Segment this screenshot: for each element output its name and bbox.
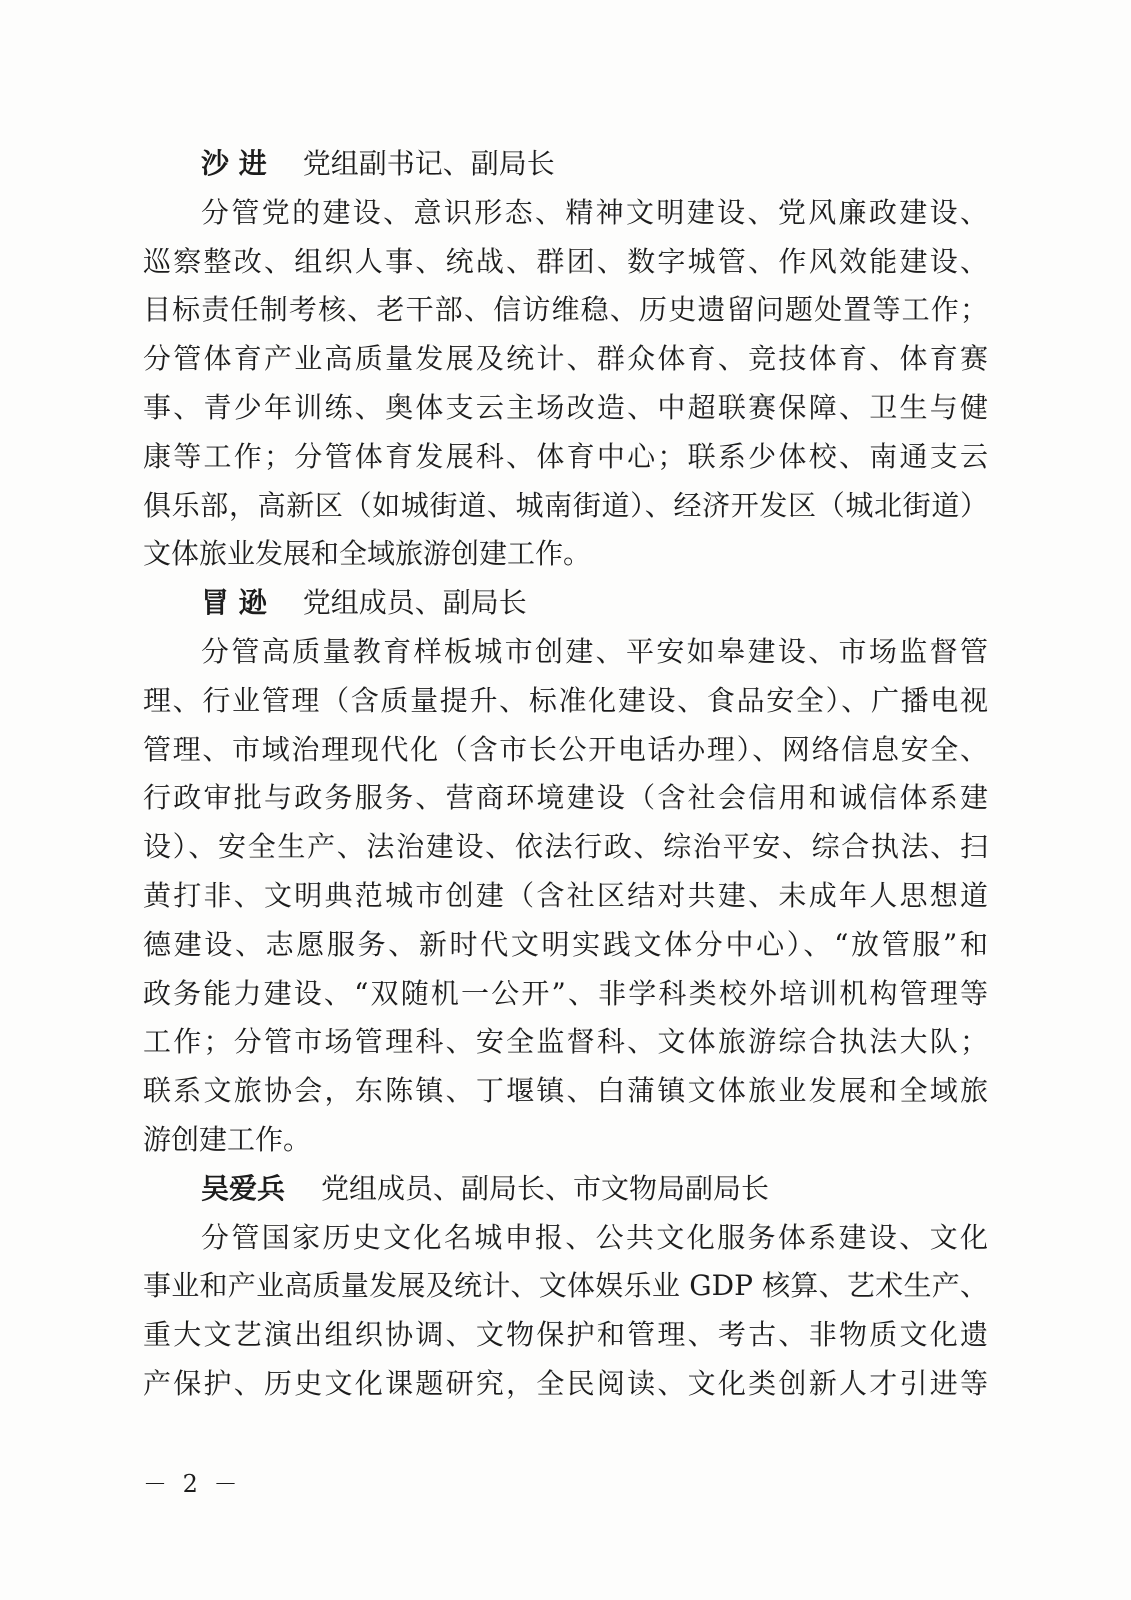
body-line: 管理、市域治理现代化（含市长公开电话办理）、网络信息安全、 bbox=[143, 732, 988, 766]
body-line: 巡察整改、组织人事、统战、群团、数字城管、作风效能建设、 bbox=[143, 244, 988, 278]
document-body bbox=[143, 140, 988, 1409]
body-line: 分管体育产业高质量发展及统计、群众体育、竞技体育、体育赛 bbox=[143, 342, 988, 376]
body-line: 产保护、历史文化课题研究，全民阅读、文化类创新人才引进等 bbox=[143, 1366, 988, 1400]
person-name: 沙 进 bbox=[201, 147, 267, 180]
body-line: 目标责任制考核、老干部、信访维稳、历史遗留问题处置等工作； bbox=[143, 293, 988, 327]
body-line: 分管高质量教育样板城市创建、平安如皋建设、市场监督管 bbox=[201, 634, 988, 668]
body-line: 政务能力建设、“双随机一公开”、非学科类校外培训机构管理等 bbox=[143, 976, 988, 1010]
body-line: 游创建工作。 bbox=[143, 1122, 312, 1156]
body-line: 联系文旅协会，东陈镇、丁堰镇、白蒲镇文体旅业发展和全域旅 bbox=[143, 1074, 988, 1108]
body-line: 工作；分管市场管理科、安全监督科、文体旅游综合执法大队； bbox=[143, 1025, 988, 1059]
person-name: 冒 逊 bbox=[201, 586, 267, 620]
person-title: 党组成员、副局长 bbox=[302, 586, 527, 620]
body-line: 事业和产业高质量发展及统计、文体娱乐业 GDP 核算、艺术生产、 bbox=[143, 1269, 988, 1303]
body-line: 设）、安全生产、法治建设、依法行政、综治平安、综合执法、扫 bbox=[143, 830, 988, 864]
body-line: 黄打非、文明典范城市创建（含社区结对共建、未成年人思想道 bbox=[143, 878, 988, 912]
body-line: 分管国家历史文化名城申报、公共文化服务体系建设、文化 bbox=[201, 1220, 988, 1254]
body-line: 行政审批与政务服务、营商环境建设（含社会信用和诚信体系建 bbox=[143, 781, 988, 815]
body-line: 重大文艺演出组织协调、文物保护和管理、考古、非物质文化遗 bbox=[143, 1318, 988, 1352]
person-title: 党组副书记、副局长 bbox=[302, 147, 555, 180]
body-line: 俱乐部，高新区（如城街道、城南街道）、经济开发区（城北街道） bbox=[143, 488, 988, 522]
section-heading bbox=[143, 140, 988, 189]
body-line: 分管党的建设、意识形态、精神文明建设、党风廉政建设、 bbox=[201, 195, 988, 229]
body-line: 文体旅业发展和全域旅游创建工作。 bbox=[143, 537, 592, 571]
section-heading bbox=[143, 1165, 988, 1214]
body-line: 康等工作；分管体育发展科、体育中心；联系少体校、南通支云 bbox=[143, 439, 988, 473]
body-line: 事、青少年训练、奥体支云主场改造、中超联赛保障、卫生与健 bbox=[143, 390, 988, 424]
body-line: 德建设、志愿服务、新时代文明实践文体分中心）、“放管服”和 bbox=[143, 927, 988, 961]
page-number: － 2 － bbox=[143, 1470, 242, 1498]
body-line: 理、行业管理（含质量提升、标准化建设、食品安全）、广播电视 bbox=[143, 683, 988, 717]
section-heading bbox=[143, 579, 988, 628]
person-name: 吴爱兵 bbox=[201, 1171, 286, 1205]
person-title: 党组成员、副局长、市文物局副局长 bbox=[321, 1171, 770, 1205]
